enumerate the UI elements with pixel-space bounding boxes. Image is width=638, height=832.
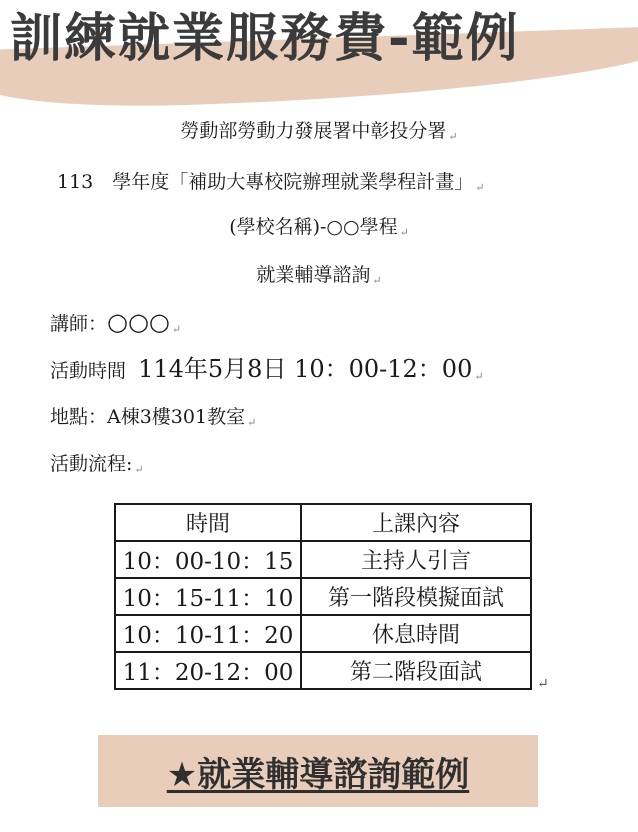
paragraph-mark-icon: ↵ — [475, 181, 485, 194]
flow-label: 活動流程: — [50, 453, 133, 475]
doc-flow-line — [50, 452, 144, 482]
paragraph-mark-icon: ↵ — [247, 416, 257, 429]
paragraph-mark-icon: ↵ — [474, 370, 484, 383]
table-cell-content: 主持人引言 — [301, 541, 531, 578]
doc-agency-line — [0, 119, 638, 149]
table-header-content: 上課內容 — [301, 504, 531, 541]
doc-lecturer-line — [50, 310, 181, 342]
time-label: 活動時間 — [50, 360, 127, 382]
doc-time-line — [50, 357, 484, 389]
paragraph-mark-icon: ↵ — [171, 323, 182, 336]
time-value: 114年5月8日 10：00-12：00 — [138, 355, 473, 383]
doc-program: 113 學年度「補助大專校院辦理就業學程計畫」 — [57, 171, 474, 193]
schedule-table — [114, 503, 532, 690]
table-cell-content: 第一階段模擬面試 — [301, 578, 531, 615]
table-cell-content: 第二階段面試 — [301, 652, 531, 689]
table-cell-time: 11：20-12：00 — [115, 652, 301, 689]
table-header-row — [115, 504, 531, 541]
paragraph-mark-icon: ↵ — [448, 130, 458, 143]
doc-activity-title: 就業輔導諮詢 — [256, 264, 371, 286]
lecturer-label: 講師： — [50, 313, 108, 335]
table-row — [115, 652, 531, 689]
doc-activity-title-line — [0, 263, 638, 293]
paragraph-mark-icon: ↵ — [134, 463, 144, 476]
footer-label-box — [98, 735, 538, 807]
table-cell-time: 10：15-11：10 — [115, 578, 301, 615]
table-cell-time: 10：10-11：20 — [115, 615, 301, 652]
table-header-time: 時間 — [115, 504, 301, 541]
doc-school: (學校名稱)-○○學程 — [229, 216, 398, 238]
table-cell-content: 休息時間 — [301, 615, 531, 652]
paragraph-mark-icon: ↵ — [399, 226, 409, 239]
doc-agency: 勞動部勞動力發展署中彰投分署 — [180, 120, 447, 142]
location-text: 地點：A棟3樓301教室 — [50, 406, 246, 428]
paragraph-mark-icon: ↵ — [372, 274, 382, 287]
lecturer-value: ○○○ — [107, 308, 170, 336]
paragraph-mark-icon: ↵ — [537, 676, 549, 692]
table-row — [115, 615, 531, 652]
footer-label: ★就業輔導諮詢範例 — [166, 755, 470, 795]
table-cell-time: 10：00-10：15 — [115, 541, 301, 578]
table-row — [115, 578, 531, 615]
doc-location-line — [50, 405, 256, 435]
doc-school-line — [0, 215, 638, 245]
table-row — [115, 541, 531, 578]
page-title: 訓練就業服務費-範例 — [10, 9, 520, 69]
doc-program-line — [57, 170, 485, 200]
